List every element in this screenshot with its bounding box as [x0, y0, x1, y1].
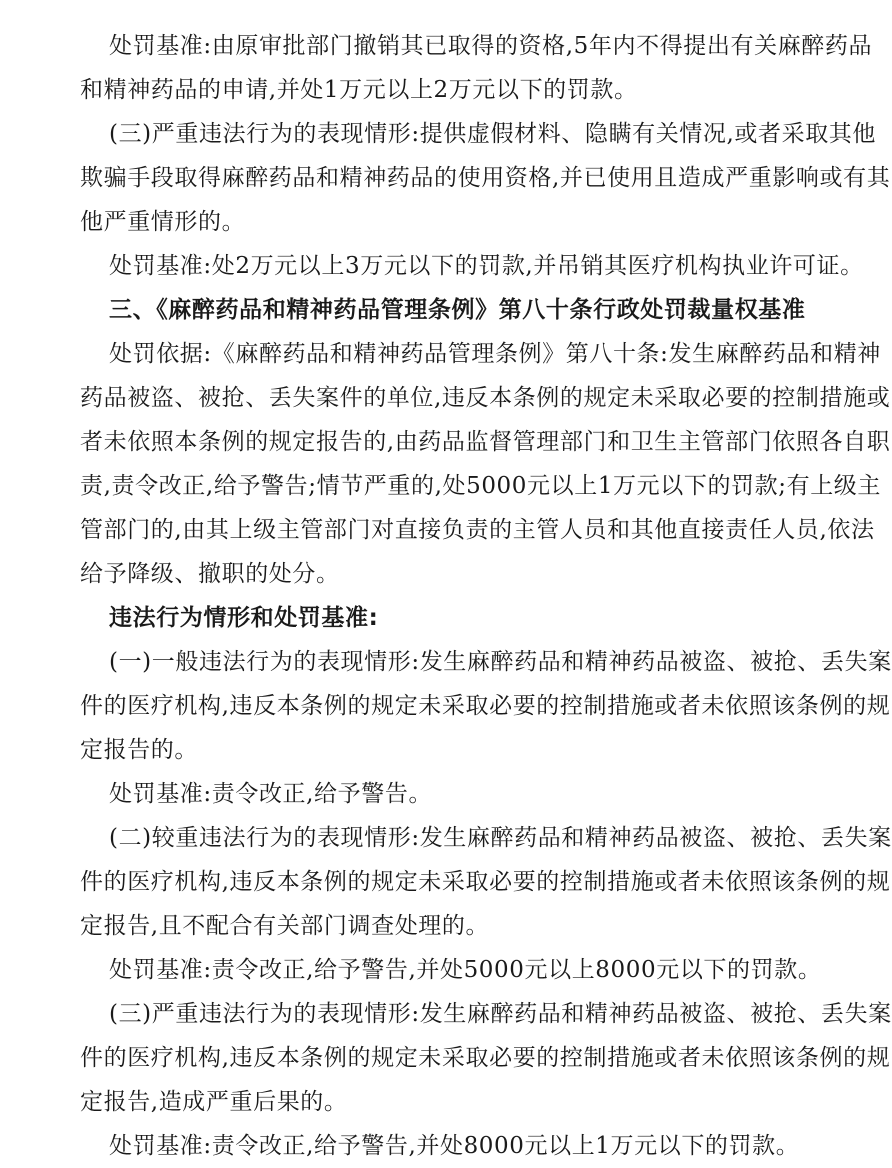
paragraph [80, 948, 822, 992]
heading-text-line: 违法行为情形和处罚基准: [109, 605, 379, 631]
paragraph-text-line: 处罚基准:责令改正,给予警告,并处5000元以上8000元以下的罚款。 [109, 957, 822, 983]
section-heading [80, 596, 720, 640]
paragraph-text-line: 件的医疗机构,违反本条例的规定未采取必要的控制措施或者未依照该条例的规 [80, 869, 891, 895]
document-page [80, 24, 892, 1168]
paragraph-text-line: 定报告,造成严重后果的。 [80, 1089, 348, 1115]
paragraph [80, 112, 891, 244]
paragraph [80, 992, 892, 1124]
paragraph-text-line: 管部门的,由其上级主管部门对直接负责的主管人员和其他直接责任人员,依法 [80, 517, 875, 543]
paragraph-text-line: 他严重情形的。 [80, 209, 246, 235]
paragraph-text-line: 和精神药品的申请,并处1万元以上2万元以下的罚款。 [80, 77, 638, 103]
paragraph-text-line: 者未依照本条例的规定报告的,由药品监督管理部门和卫生主管部门依照各自职 [80, 429, 891, 455]
paragraph [80, 1124, 800, 1168]
paragraph-text-line: 药品被盗、被抢、丢失案件的单位,违反本条例的规定未采取必要的控制措施或 [80, 385, 891, 411]
paragraph [80, 772, 720, 816]
paragraph-text-line: 欺骗手段取得麻醉药品和精神药品的使用资格,并已使用且造成严重影响或有其 [80, 165, 891, 191]
paragraph-text-line: 处罚基准:责令改正,给予警告,并处8000元以上1万元以下的罚款。 [109, 1133, 800, 1159]
paragraph-text-line: (一)一般违法行为的表现情形:发生麻醉药品和精神药品被盗、被抢、丢失案 [109, 649, 892, 675]
paragraph-text-line: (三)严重违法行为的表现情形:发生麻醉药品和精神药品被盗、被抢、丢失案 [109, 1001, 892, 1027]
heading-text-line: 三、《麻醉药品和精神药品管理条例》第八十条行政处罚裁量权基准 [109, 297, 806, 323]
paragraph-text-line: 定报告,且不配合有关部门调查处理的。 [80, 913, 490, 939]
paragraph [80, 244, 864, 288]
paragraph-text-line: 给予降级、撤职的处分。 [80, 561, 340, 587]
paragraph-text-line: (三)严重违法行为的表现情形:提供虚假材料、隐瞒有关情况,或者采取其他 [109, 121, 877, 147]
paragraph-text-line: 处罚基准:由原审批部门撤销其已取得的资格,5年内不得提出有关麻醉药品 [109, 33, 873, 59]
paragraph-text-line: 件的医疗机构,违反本条例的规定未采取必要的控制措施或者未依照该条例的规 [80, 693, 891, 719]
paragraph [80, 816, 892, 948]
paragraph-text-line: 处罚基准:责令改正,给予警告。 [109, 781, 433, 807]
paragraph-text-line: 件的医疗机构,违反本条例的规定未采取必要的控制措施或者未依照该条例的规 [80, 1045, 891, 1071]
paragraph-text-line: 责,责令改正,给予警告;情节严重的,处5000元以上1万元以下的罚款;有上级主 [80, 473, 881, 499]
paragraph-text-line: 定报告的。 [80, 737, 198, 763]
paragraph-text-line: 处罚基准:处2万元以上3万元以下的罚款,并吊销其医疗机构执业许可证。 [109, 253, 864, 279]
paragraph [80, 24, 873, 112]
paragraph [80, 332, 891, 596]
section-heading [80, 288, 806, 332]
paragraph-text-line: 处罚依据:《麻醉药品和精神药品管理条例》第八十条:发生麻醉药品和精神 [109, 341, 881, 367]
paragraph [80, 640, 892, 772]
paragraph-text-line: (二)较重违法行为的表现情形:发生麻醉药品和精神药品被盗、被抢、丢失案 [109, 825, 892, 851]
